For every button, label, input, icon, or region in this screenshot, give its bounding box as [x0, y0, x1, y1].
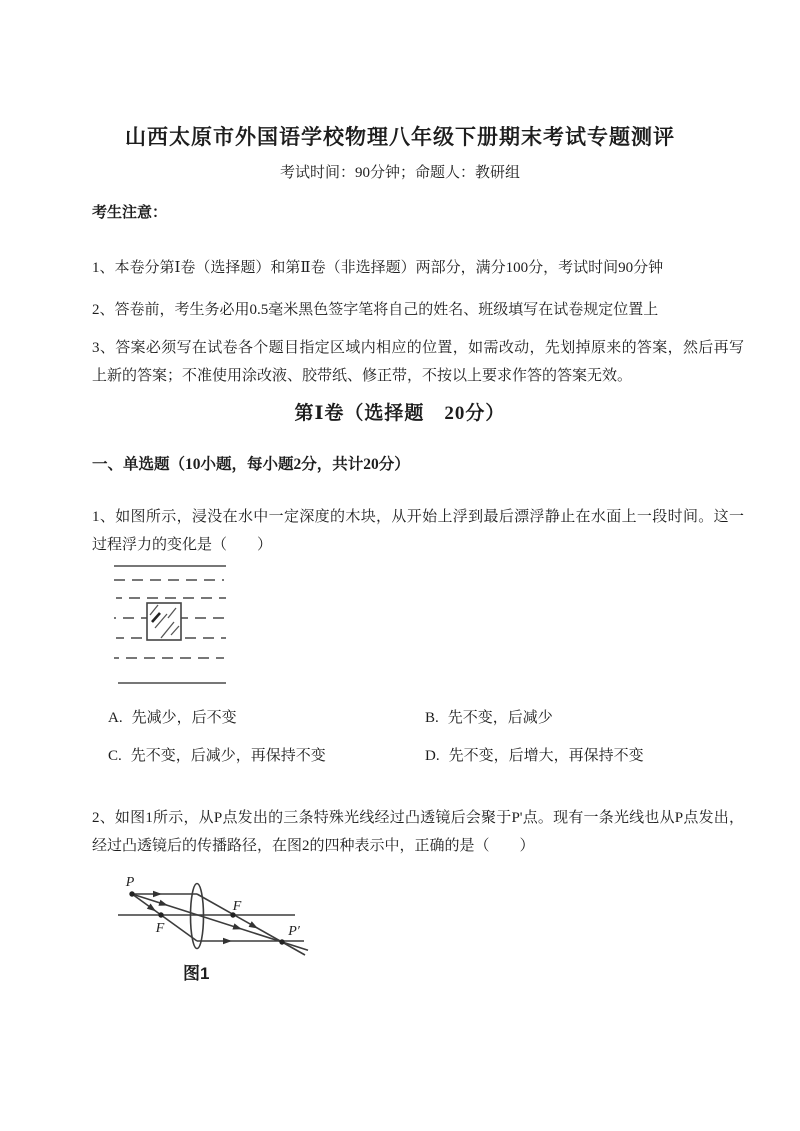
point-p-prime-label: P′	[288, 924, 300, 939]
page-title: 山西太原市外国语学校物理八年级下册期末考试专题测评	[125, 125, 675, 149]
question-2-text: 如图1所示，从P点发出的三条特殊光线经过凸透镜后会聚于P'点。现有一条光线也从P点发出，经过凸透镜后的传播路径，在图2的四种表示中，正确的是（ ）	[92, 810, 744, 854]
option-b	[425, 706, 553, 727]
question-2	[92, 804, 744, 860]
option-b-label: B.	[425, 710, 439, 726]
focal-point-left-label: F	[155, 921, 165, 936]
option-c-text: 先不变，后减少，再保持不变	[130, 748, 326, 764]
option-a-text: 先减少，后不变	[131, 710, 237, 726]
point-p-label: P	[125, 875, 135, 890]
subsection-heading: 一、单选题（10小题，每小题2分，共计20分）	[92, 456, 410, 473]
section-heading: 第Ⅰ卷（选择题 20分）	[294, 403, 506, 424]
question-1-text: 如图所示，浸没在水中一定深度的木块，从开始上浮到最后漂浮静止在水面上一段时间。这一过程浮力的变化是（ ）	[92, 509, 744, 553]
exam-meta-line: 考试时间：90分钟；命题人：教研组	[279, 165, 520, 181]
option-a-label: A.	[108, 710, 123, 726]
water-block-figure	[106, 558, 231, 688]
notice-heading: 考生注意：	[92, 205, 168, 221]
question-2-number: 2、	[92, 810, 115, 826]
option-d	[425, 744, 644, 765]
notice-item-2: 2、答卷前，考生务必用0.5毫米黑色签字笔将自己的姓名、班级填写在试卷规定位置上	[92, 302, 659, 318]
option-c-label: C.	[108, 748, 122, 764]
question-1	[92, 503, 744, 559]
figure-1-caption: 图1	[183, 964, 210, 983]
notice-item-1: 1、本卷分第Ⅰ卷（选择题）和第Ⅱ卷（非选择题）两部分，满分100分，考试时间90分钟	[92, 260, 664, 276]
option-b-text: 先不变，后减少	[447, 710, 553, 726]
option-d-label: D.	[425, 748, 440, 764]
option-c	[108, 744, 326, 765]
option-d-text: 先不变，后增大，再保持不变	[448, 748, 644, 764]
question-1-number: 1、	[92, 509, 116, 525]
focal-point-right-label: F	[232, 899, 242, 914]
notice-item-3: 3、答案必须写在试卷各个题目指定区域内相应的位置，如需改动，先划掉原来的答案，然后再写上新的答案；不准使用涂改液、胶带纸、修正带，不按以上要求作答的答案无效。	[92, 340, 744, 384]
option-a	[108, 706, 237, 727]
lens-ray-diagram-figure	[108, 870, 320, 962]
